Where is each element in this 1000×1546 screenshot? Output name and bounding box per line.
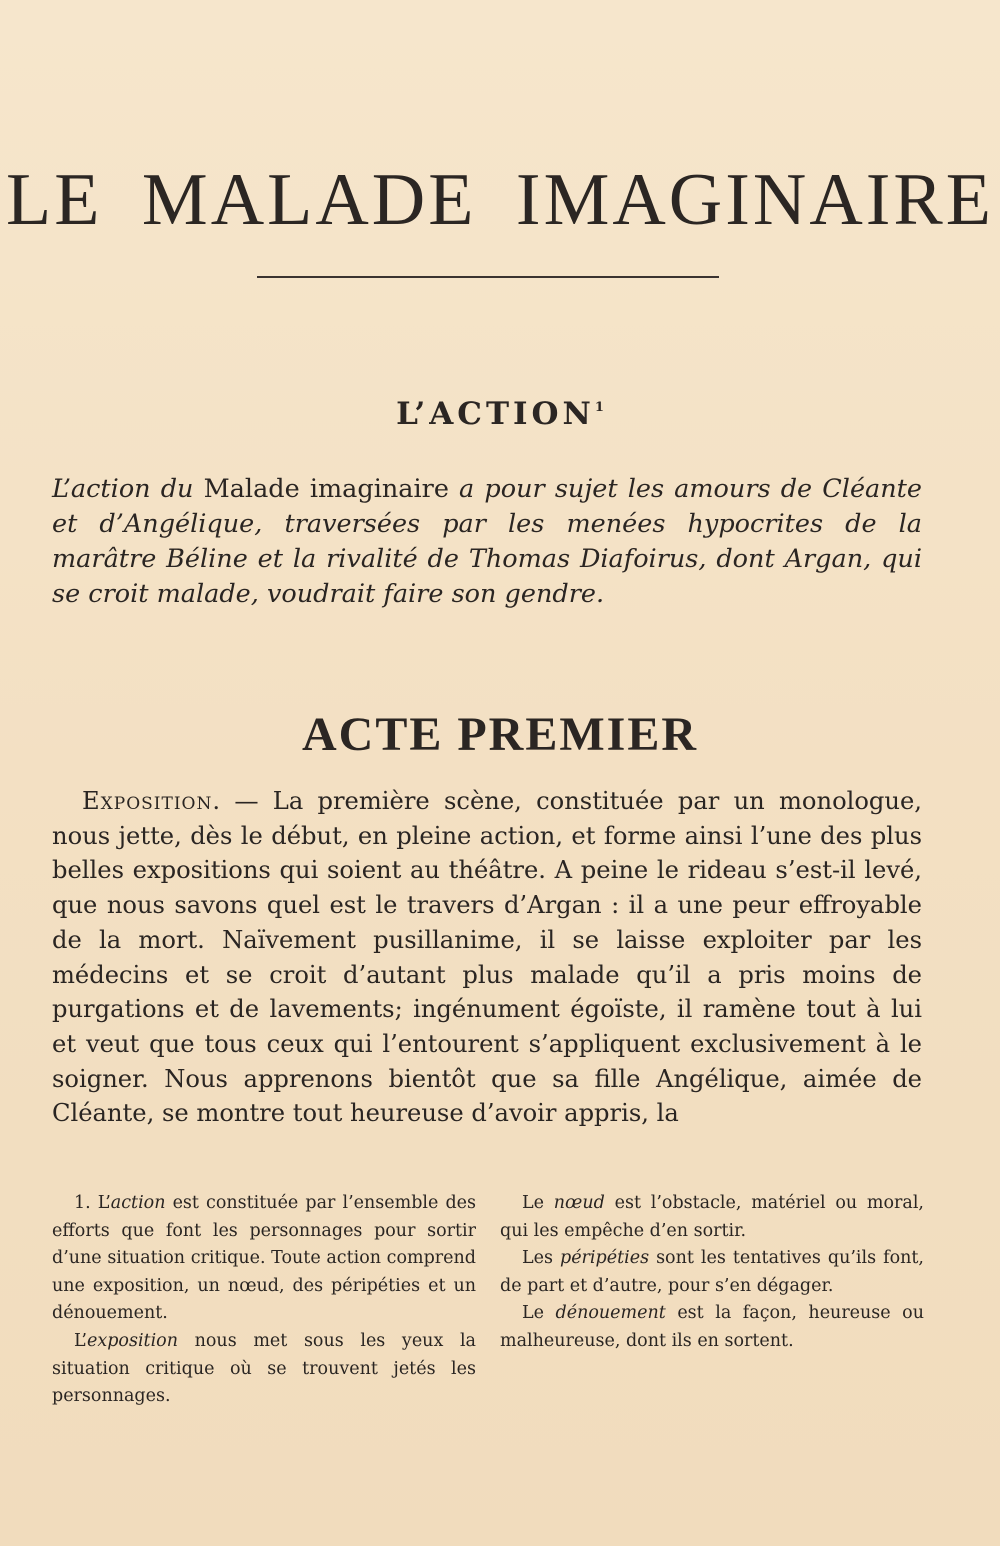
footnote-noeud-a: Le [522,1193,554,1213]
footnote-peripeties-c: sont les tentatives qu’ils font, de part et d’autre, pour s’en dégager. [500,1248,925,1296]
footnote-denouement-c: est la façon, heureuse ou malheureuse, dont ils en sortent. [500,1303,924,1351]
footnote-marker: 1 [594,400,604,415]
title-rule [257,276,719,278]
footnote-action-a: 1. L’ [74,1193,111,1213]
footnote-action-c: est constituée par l’ensemble des efforts que font les personnages pour sortir d’une situation critique. Toute action comprend une exposition, un nœud, des péripéties et un dénouement. [52,1193,476,1324]
footnote-denouement-term: dénouement [555,1303,666,1324]
footnote-exposition-a: L’ [74,1330,87,1351]
exposition-paragraph [52,784,922,1131]
footnote-peripeties-term: péripéties [560,1248,650,1269]
action-summary-part-c: a pour sujet les amours de Cléante et d’Angélique, traversées par les menées hypocrites de la marâtre Béline et la rivalité de Thomas Diafoirus, dont Argan, qui se croit malade, voudrait faire son gendre. [52,474,923,609]
footnote-peripeties-a: Les [522,1248,560,1269]
footnote-denouement-a: Le [522,1303,556,1324]
play-title-mention: Malade imaginaire [203,474,449,504]
exposition-label: Exposition [82,787,213,815]
footnote-denouement [500,1300,924,1355]
footnotes-left-column [52,1190,476,1411]
exposition-text: . — La première scène, constituée par un monologue, nous jette, dès le début, en pleine action, et forme ainsi l’une des plus belles expositions qui soient au théâtre. A peine le rideau s’est-il levé, que nous savons quel est le travers d’Argan : il a une peur effroyable de la mort. Naïvement pusillanime, il se laisse exploiter par les médecins et se croit d’autant plus malade qu’il a pris moins de purgations et de lavements; ingénument égoïste, il ramène tout à lui et veut que tous ceux qui l’entourent s’appliquent exclusivement à le soigner. Nous apprenons bientôt que sa fille Angélique, aimée de Cléante, se montre tout heureuse d’avoir appris, la [52,787,922,1128]
action-heading [0,396,1000,432]
footnote-action [52,1190,476,1328]
footnote-noeud [500,1190,924,1245]
footnotes [52,1190,924,1411]
footnote-action-term: action [110,1193,166,1213]
act-heading: ACTE PREMIER [301,708,699,761]
action-summary-part-a: L’action du [52,474,204,504]
action-heading-text: L’ACTION [396,396,595,432]
footnotes-right-column [500,1190,924,1411]
page-title: LE MALADE IMAGINAIRE [6,159,994,241]
footnote-exposition [52,1328,476,1411]
footnote-peripeties [500,1245,924,1300]
footnote-exposition-c: nous met sous les yeux la situation critique où se trouvent jetés les personnages. [52,1330,476,1407]
footnote-noeud-c: est l’obstacle, matériel ou moral, qui les empêche d’en sortir. [500,1193,924,1241]
footnote-exposition-term: exposition [87,1330,178,1351]
footnote-noeud-term: nœud [553,1193,605,1213]
action-summary [52,472,922,612]
